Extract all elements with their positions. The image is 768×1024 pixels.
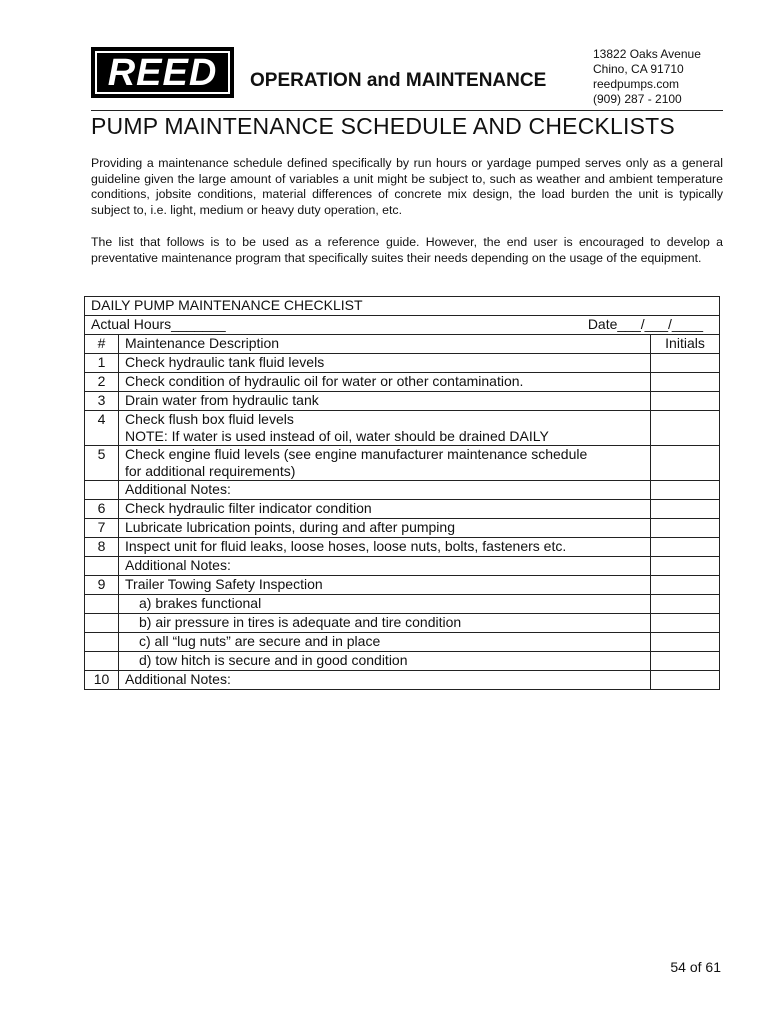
table-row bbox=[85, 652, 720, 671]
table-row bbox=[85, 373, 720, 392]
item-number bbox=[85, 557, 119, 576]
initials-cell[interactable] bbox=[651, 481, 720, 500]
initials-cell[interactable] bbox=[651, 519, 720, 538]
company-address bbox=[593, 47, 701, 107]
address-street: 13822 Oaks Avenue bbox=[593, 47, 701, 61]
address-phone: (909) 287 - 2100 bbox=[593, 92, 682, 106]
address-website: reedpumps.com bbox=[593, 77, 680, 91]
item-number: 4 bbox=[85, 411, 119, 446]
initials-cell[interactable] bbox=[651, 671, 720, 690]
item-number: 2 bbox=[85, 373, 119, 392]
item-number bbox=[85, 614, 119, 633]
item-description: d) tow hitch is secure and in good condition bbox=[119, 652, 651, 671]
column-header-row bbox=[85, 335, 720, 354]
item-number: 6 bbox=[85, 500, 119, 519]
item-description: b) air pressure in tires is adequate and tire condition bbox=[119, 614, 651, 633]
initials-cell[interactable] bbox=[651, 576, 720, 595]
initials-cell[interactable] bbox=[651, 614, 720, 633]
item-description: Drain water from hydraulic tank bbox=[119, 392, 651, 411]
item-description: Trailer Towing Safety Inspection bbox=[119, 576, 651, 595]
logo-text: REED bbox=[107, 51, 218, 94]
item-number: 10 bbox=[85, 671, 119, 690]
notes-row bbox=[85, 481, 720, 500]
item-number bbox=[85, 633, 119, 652]
initials-cell[interactable] bbox=[651, 538, 720, 557]
item-number: 9 bbox=[85, 576, 119, 595]
date-field[interactable]: Date___/___/____ bbox=[587, 316, 704, 332]
item-number: 7 bbox=[85, 519, 119, 538]
table-row bbox=[85, 500, 720, 519]
table-row bbox=[85, 614, 720, 633]
checklist-title: DAILY PUMP MAINTENANCE CHECKLIST bbox=[85, 297, 720, 316]
item-description: Check hydraulic filter indicator condition bbox=[119, 500, 651, 519]
table-row bbox=[85, 392, 720, 411]
table-row bbox=[85, 411, 720, 446]
header-divider bbox=[91, 110, 723, 111]
initials-cell[interactable] bbox=[651, 595, 720, 614]
initials-cell[interactable] bbox=[651, 652, 720, 671]
item-description: Check condition of hydraulic oil for water or other contamination. bbox=[119, 373, 651, 392]
table-row bbox=[85, 354, 720, 373]
item-number: 3 bbox=[85, 392, 119, 411]
item-number bbox=[85, 481, 119, 500]
table-row bbox=[85, 633, 720, 652]
daily-checklist-table bbox=[84, 296, 720, 690]
item-number: 1 bbox=[85, 354, 119, 373]
hours-date-row bbox=[85, 316, 720, 335]
table-row bbox=[85, 538, 720, 557]
initials-cell[interactable] bbox=[651, 557, 720, 576]
initials-cell[interactable] bbox=[651, 500, 720, 519]
page-number: 54 of 61 bbox=[670, 959, 721, 975]
item-description: c) all “lug nuts” are secure and in place bbox=[119, 633, 651, 652]
notes-row bbox=[85, 557, 720, 576]
item-description: Check engine fluid levels (see engine manufacturer maintenance schedule bbox=[125, 446, 588, 462]
col-num-header: # bbox=[85, 335, 119, 354]
additional-notes-field[interactable]: Additional Notes: bbox=[119, 481, 651, 500]
col-initials-header: Initials bbox=[651, 335, 720, 354]
item-description-cont: for additional requirements) bbox=[125, 463, 296, 479]
item-number: 8 bbox=[85, 538, 119, 557]
initials-cell[interactable] bbox=[651, 411, 720, 446]
address-city: Chino, CA 91710 bbox=[593, 62, 684, 76]
intro-paragraph-2: The list that follows is to be used as a reference guide. However, the end user is encouraged to develop a preventative maintenance program that specifically suites their needs depending on the usage of the equipment. bbox=[91, 235, 723, 265]
initials-cell[interactable] bbox=[651, 633, 720, 652]
initials-cell[interactable] bbox=[651, 373, 720, 392]
table-row bbox=[85, 595, 720, 614]
initials-cell[interactable] bbox=[651, 392, 720, 411]
checklist-title-row bbox=[85, 297, 720, 316]
actual-hours-field[interactable]: Actual Hours_______ bbox=[91, 316, 226, 332]
intro-paragraph-1: Providing a maintenance schedule defined specifically by run hours or yardage pumped serves only as a general guideline given the large amount of variables a unit might be subject to, such as weather and ambient temperature conditions, jobsite conditions, material differences of concrete mix design, the load burden the unit is typically subject to, i.e. light, medium or heavy duty operation, etc. bbox=[91, 156, 723, 217]
item-number bbox=[85, 652, 119, 671]
item-number: 5 bbox=[85, 446, 119, 481]
item-note: NOTE: If water is used instead of oil, water should be drained DAILY bbox=[125, 428, 549, 444]
table-row bbox=[85, 576, 720, 595]
item-description: Check flush box fluid levels bbox=[125, 411, 294, 427]
item-description: a) brakes functional bbox=[119, 595, 651, 614]
notes-row bbox=[85, 671, 720, 690]
page-heading: PUMP MAINTENANCE SCHEDULE AND CHECKLISTS bbox=[91, 113, 675, 139]
initials-cell[interactable] bbox=[651, 446, 720, 481]
table-row bbox=[85, 519, 720, 538]
doc-title: OPERATION and MAINTENANCE bbox=[250, 70, 547, 91]
reed-logo bbox=[91, 47, 234, 98]
item-description: Inspect unit for fluid leaks, loose hoses, loose nuts, bolts, fasteners etc. bbox=[119, 538, 651, 557]
col-desc-header: Maintenance Description bbox=[119, 335, 651, 354]
item-description: Lubricate lubrication points, during and after pumping bbox=[119, 519, 651, 538]
item-number bbox=[85, 595, 119, 614]
table-row bbox=[85, 446, 720, 481]
additional-notes-field[interactable]: Additional Notes: bbox=[119, 671, 651, 690]
item-description: Check hydraulic tank fluid levels bbox=[119, 354, 651, 373]
additional-notes-field[interactable]: Additional Notes: bbox=[119, 557, 651, 576]
initials-cell[interactable] bbox=[651, 354, 720, 373]
logo-frame bbox=[95, 51, 230, 94]
